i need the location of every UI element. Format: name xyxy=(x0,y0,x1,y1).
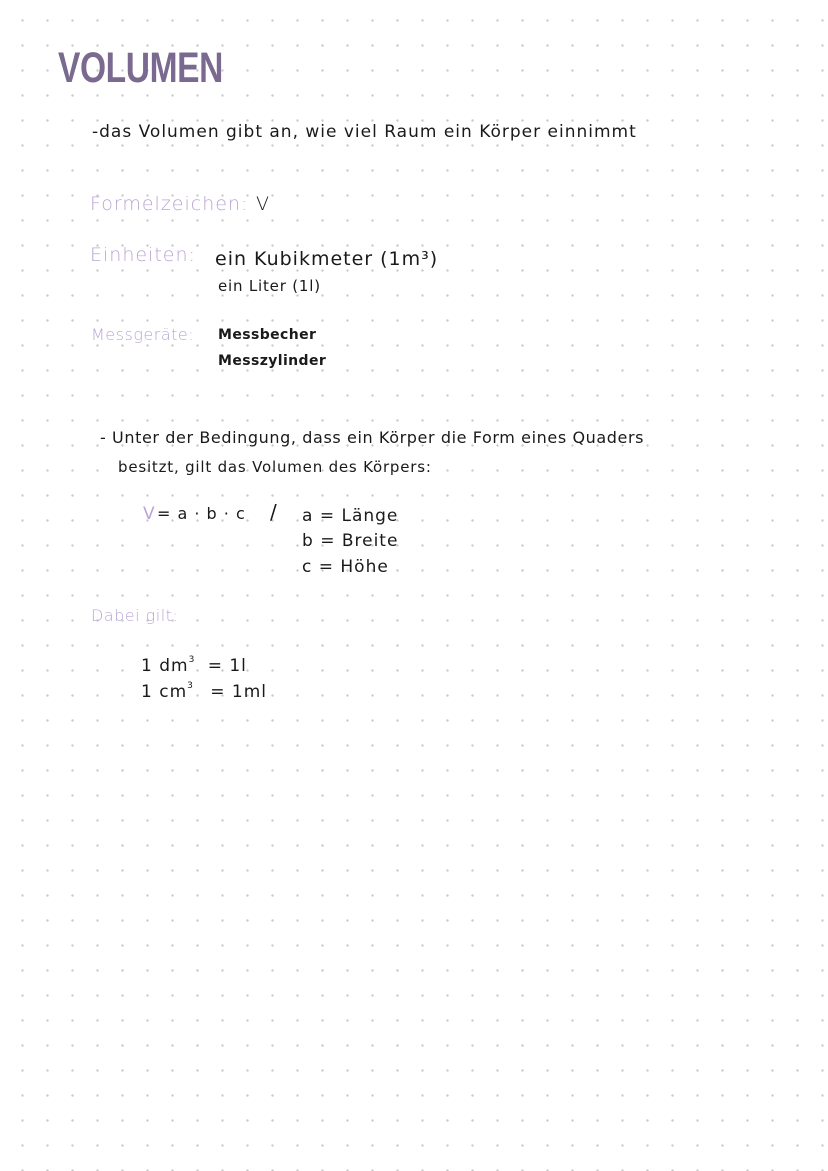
dm-exponent: 3 xyxy=(188,655,196,666)
cm-exponent: 3 xyxy=(187,681,194,692)
formula-v: V xyxy=(143,504,156,524)
formula-b: b = Breite xyxy=(302,531,399,551)
cm-left: 1 cm xyxy=(141,682,188,702)
cm-right: = 1ml xyxy=(210,682,268,702)
dm-equation xyxy=(141,656,247,676)
messgeraete-item-2: Messzylinder xyxy=(218,353,327,369)
dm-right: = 1l xyxy=(207,656,247,676)
formula-expression: = a · b · c xyxy=(157,504,246,523)
cm-equation xyxy=(141,682,267,702)
bedingung-line-2: besitzt, gilt das Volumen des Körpers: xyxy=(118,458,432,476)
formula-c: c = Höhe xyxy=(302,557,389,577)
messgeraete-label: Messgeräte: xyxy=(91,325,195,344)
dabei-label: Dabei gilt: xyxy=(91,606,179,625)
page-title: VOLUMEN xyxy=(58,44,223,92)
bedingung-line-1: - Unter der Bedingung, dass ein Körper die Form eines Quaders xyxy=(100,428,645,447)
einheiten-line-2: ein Liter (1l) xyxy=(218,277,321,295)
formula-a: a = Länge xyxy=(302,506,399,526)
formelzeichen-value: V xyxy=(256,193,270,215)
einheiten-label: Einheiten: xyxy=(90,244,196,266)
einheiten-line-1: ein Kubikmeter (1m³) xyxy=(215,248,439,270)
intro-text: -das Volumen gibt an, wie viel Raum ein Körper einnimmt xyxy=(92,122,637,142)
formelzeichen-label: Formelzeichen: xyxy=(90,193,249,215)
messgeraete-item-1: Messbecher xyxy=(218,327,317,343)
formula-slash: / xyxy=(270,500,278,524)
dm-left: 1 dm xyxy=(141,656,189,676)
